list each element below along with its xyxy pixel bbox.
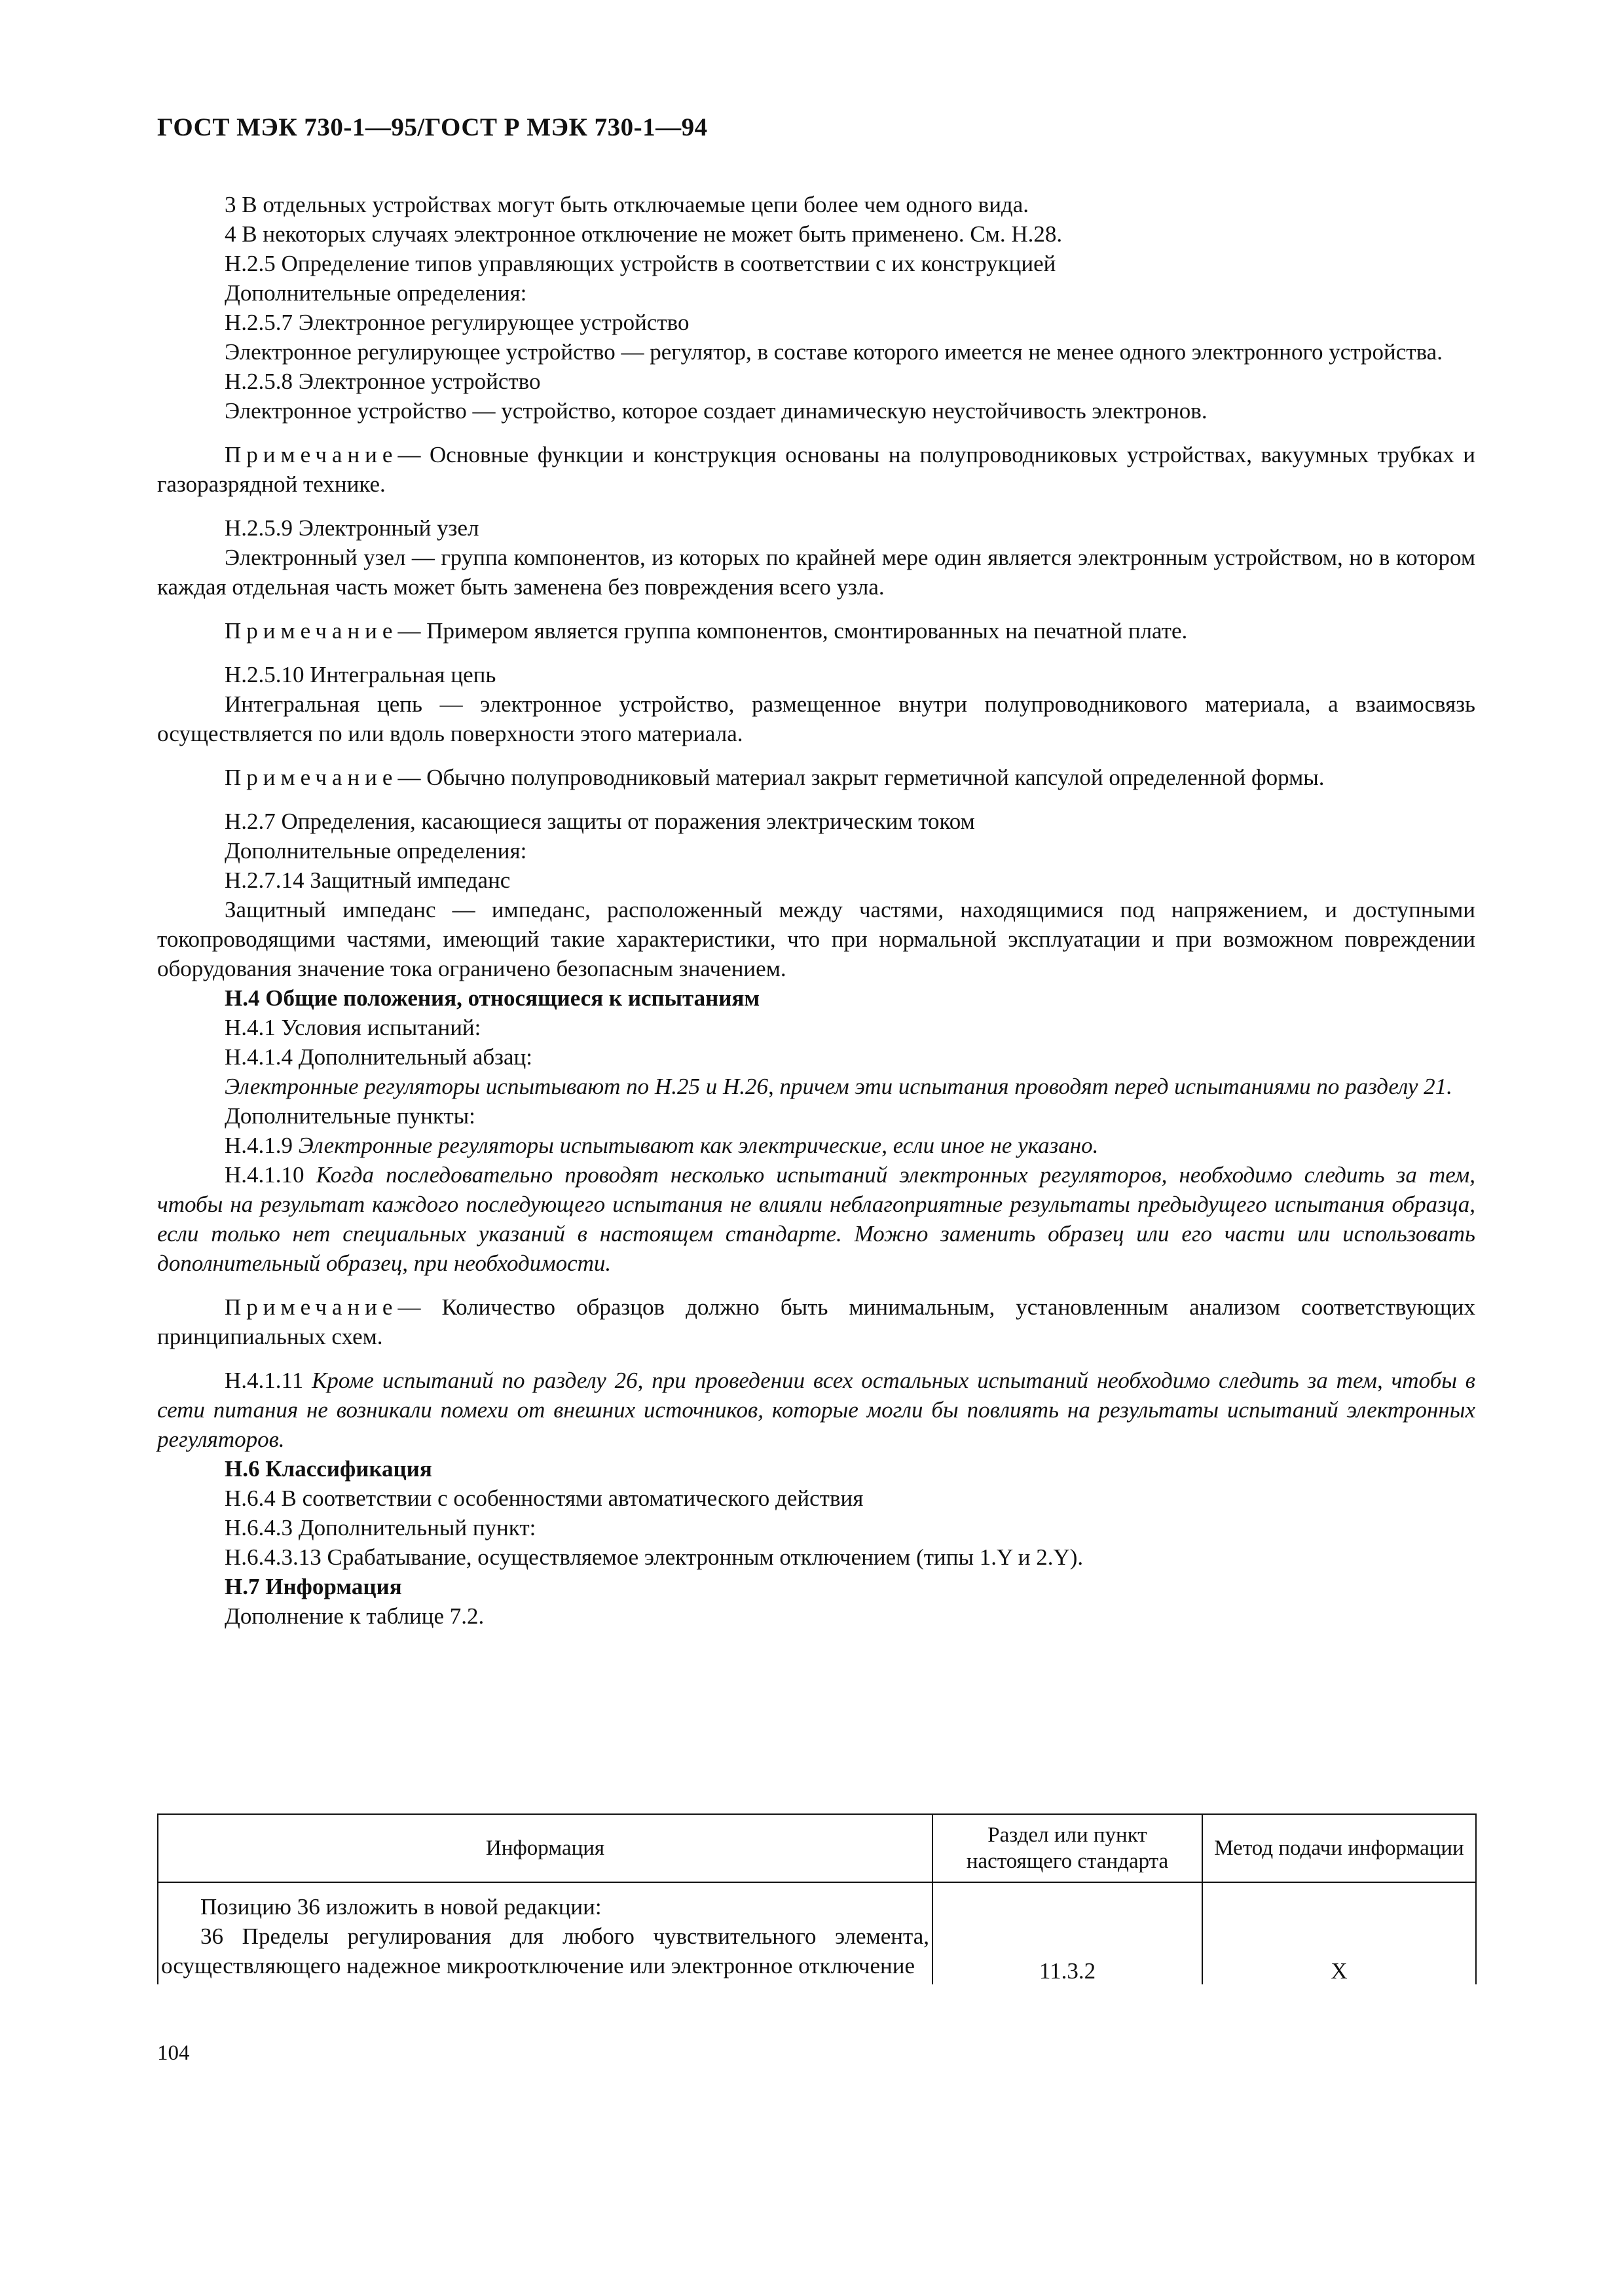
note-label: Примечание [225,1294,398,1320]
clause-number: Н.4.1.11 [225,1368,304,1393]
paragraph: Дополнительные определения: [225,280,527,306]
note-text: — Обычно полупроводниковый материал закрыт герметичной капсулой определенной формы. [397,765,1325,790]
header-information: Информация [158,1814,932,1882]
definition-term: Н.2.5.9 Электронный узел [225,515,479,541]
clause-number: Н.4.1.9 [225,1133,293,1158]
note-label: Примечание [225,765,398,790]
note-text: — Примером является группа компонентов, смонтированных на печатной плате. [397,618,1188,644]
note-label: Примечание [225,442,398,467]
table-row [158,1882,1476,1984]
section-heading: Н.2.7 Определения, касающиеся защиты от поражения электрическим током [225,809,975,834]
section-heading: Н.2.5 Определение типов управляющих устройств в соответствии с их конструкцией [225,251,1056,276]
note [157,440,1475,499]
clause-number: Н.4.1.10 [225,1162,304,1188]
clause-text: Электронные регуляторы испытывают как электрические, если иное не указано. [298,1133,1099,1158]
paragraph: Дополнительные пункты: [225,1103,475,1129]
information-table [157,1813,1477,1984]
definition-text: Электронный узел — группа компонентов, из которых по крайней мере один является электронным устройством, но в котором каждая отдельная часть может быть заменена без повреждения всего узла. [157,545,1475,600]
clause-text: Когда последовательно проводят несколько испытаний электронных регуляторов, необходимо следить за тем, чтобы на результат каждого последующего испытания не влияли неблагоприятные результаты предыдущего испытания образца, если только нет специальных указаний в настоящем стандарте. Можно заменить образец или его части или использовать дополнительный образец, при необходимости. [157,1162,1476,1276]
header-section: Раздел или пункт настоящего стандарта [932,1814,1202,1882]
definition-term: Н.2.5.10 Интегральная цепь [225,662,496,687]
definition-term: Н.2.7.14 Защитный импеданс [225,867,511,893]
paragraph: Дополнение к таблице 7.2. [225,1603,485,1629]
paragraph-italic: Электронные регуляторы испытывают по Н.25 и Н.26, причем эти испытания проводят перед испытаниями по разделу 21. [225,1074,1452,1099]
cell-section: 11.3.2 [932,1882,1202,1984]
note-text: — Количество образцов должно быть минимальным, установленным анализом соответствующих принципиальных схем. [157,1294,1475,1349]
section-heading-bold: Н.4 Общие положения, относящиеся к испытаниям [225,985,760,1011]
definition-text: Электронное регулирующее устройство — регулятор, в составе которого имеется не менее одного электронного устройства. [225,339,1443,365]
page-header: ГОСТ МЭК 730-1—95/ГОСТ Р МЭК 730-1—94 [157,113,708,141]
note [157,1292,1475,1351]
note [157,616,1475,646]
page-number: 104 [157,2041,190,2065]
paragraph: 4 В некоторых случаях электронное отключение не может быть применено. См. Н.28. [225,221,1063,247]
section-heading-bold: Н.6 Классификация [225,1456,432,1482]
clause [157,1131,1475,1160]
definition-text: Защитный импеданс — импеданс, расположенный между частями, находящимися под напряжением, и доступными токопроводящими частями, имеющий такие характеристики, что при нормальной эксплуатации и при возможном повреждении оборудования значение тока ограничено безопасным значением. [157,897,1475,981]
clause [157,1160,1475,1278]
paragraph: Н.6.4 В соответствии с особенностями автоматического действия [225,1485,864,1511]
cell-text: Позицию 36 изложить в новой редакции: [200,1894,602,1920]
definition-term: Н.2.5.7 Электронное регулирующее устройство [225,310,690,335]
clause [157,1366,1475,1454]
note-label: Примечание [225,618,398,644]
clause-text: Кроме испытаний по разделу 26, при проведении всех остальных испытаний необходимо следить за тем, чтобы в сети питания не возникали помехи от внешних источников, которые могли бы повлиять на результаты испытаний электронных регуляторов. [157,1368,1476,1452]
note-text: — Основные функции и конструкция основаны на полупроводниковых устройствах, вакуумных трубках и газоразрядной технике. [157,442,1475,497]
cell-text: 36 Пределы регулирования для любого чувствительного элемента, осуществляющего надежное микроотключение или электронное отключение [161,1923,929,1978]
paragraph: Дополнительные определения: [225,838,527,864]
definition-text: Интегральная цепь — электронное устройство, размещенное внутри полупроводникового материала, а взаимосвязь осуществляется по или вдоль поверхности этого материала. [157,691,1475,746]
note [157,763,1475,792]
table-header-row [158,1814,1476,1882]
section-heading-bold: Н.7 Информация [225,1574,402,1599]
cell-information [158,1882,932,1984]
document-body [157,190,1475,1631]
definition-text: Электронное устройство — устройство, которое создает динамическую неустойчивость электронов. [225,398,1207,424]
paragraph: Н.6.4.3 Дополнительный пункт: [225,1515,536,1540]
cell-method: X [1202,1882,1476,1984]
paragraph: 3 В отдельных устройствах могут быть отключаемые цепи более чем одного вида. [225,192,1029,217]
definition-term: Н.2.5.8 Электронное устройство [225,369,541,394]
paragraph: Н.4.1 Условия испытаний: [225,1015,481,1040]
header-method: Метод подачи информации [1202,1814,1476,1882]
paragraph: Н.6.4.3.13 Срабатывание, осуществляемое электронным отключением (типы 1.Y и 2.Y). [225,1544,1084,1570]
paragraph: Н.4.1.4 Дополнительный абзац: [225,1044,532,1070]
